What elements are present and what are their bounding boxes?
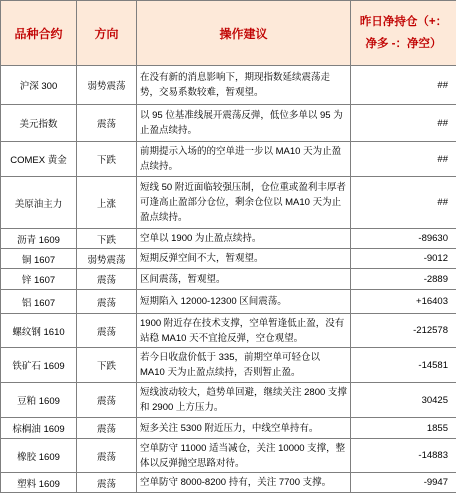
table-row bbox=[1, 249, 456, 269]
direction: 弱势震荡 bbox=[77, 66, 137, 105]
advice: 若今日收盘价低于 335，前期空单可轻仓以 MA10 天为止盈点续持，否则暂止盈。 bbox=[137, 348, 351, 383]
table-row bbox=[1, 269, 456, 290]
contract-name: 锌 1607 bbox=[1, 269, 77, 290]
direction: 震荡 bbox=[77, 105, 137, 142]
direction: 震荡 bbox=[77, 314, 137, 348]
contract-name: 美原油主力 bbox=[1, 177, 77, 229]
direction: 震荡 bbox=[77, 473, 137, 493]
net-position: -89630 bbox=[351, 229, 456, 249]
direction: 震荡 bbox=[77, 383, 137, 418]
table-row bbox=[1, 290, 456, 314]
advice: 在没有新的消息影响下，期现指数延续震荡走势，交易系数较难，暂观望。 bbox=[137, 66, 351, 105]
net-position: +16403 bbox=[351, 290, 456, 314]
contract-name: 铁矿石 1609 bbox=[1, 348, 77, 383]
net-position: -9012 bbox=[351, 249, 456, 269]
advice: 短期陷入 12000-12300 区间震荡。 bbox=[137, 290, 351, 314]
direction: 震荡 bbox=[77, 269, 137, 290]
net-position: -14883 bbox=[351, 439, 456, 473]
contract-name: 铜 1607 bbox=[1, 249, 77, 269]
contract-name: 塑料 1609 bbox=[1, 473, 77, 493]
contract-name: 沪深 300 bbox=[1, 66, 77, 105]
table-row bbox=[1, 177, 456, 229]
table-row bbox=[1, 383, 456, 418]
header-advice: 操作建议 bbox=[137, 1, 351, 66]
net-position: ## bbox=[351, 105, 456, 142]
direction: 下跌 bbox=[77, 142, 137, 177]
contract-name: COMEX 黄金 bbox=[1, 142, 77, 177]
advice: 区间震荡，暂观望。 bbox=[137, 269, 351, 290]
advice: 以 95 位基准线展开震荡反弹，低位多单以 95 为止盈点续持。 bbox=[137, 105, 351, 142]
header-net-position bbox=[351, 1, 456, 66]
contract-name: 螺纹钢 1610 bbox=[1, 314, 77, 348]
advice: 空单以 1900 为止盈点续持。 bbox=[137, 229, 351, 249]
advice: 短线 50 附近面临较强压制，仓位重或盈利丰厚者可逢高止盈部分仓位，剩余仓位以 MA10 天为止盈点续持。 bbox=[137, 177, 351, 229]
direction: 震荡 bbox=[77, 439, 137, 473]
advice: 前期提示入场的的空单进一步以 MA10 天为止盈点续持。 bbox=[137, 142, 351, 177]
contract-name: 橡胶 1609 bbox=[1, 439, 77, 473]
net-position: 30425 bbox=[351, 383, 456, 418]
table-row bbox=[1, 473, 456, 493]
table-row bbox=[1, 105, 456, 142]
net-position: -9947 bbox=[351, 473, 456, 493]
contract-name: 沥青 1609 bbox=[1, 229, 77, 249]
direction: 震荡 bbox=[77, 290, 137, 314]
advice: 空单防守 8000-8200 持有，关注 7700 支撑。 bbox=[137, 473, 351, 493]
direction: 震荡 bbox=[77, 418, 137, 439]
header-net-position-line1: 昨日净持仓（+： bbox=[354, 11, 453, 33]
header-name: 品种合约 bbox=[1, 1, 77, 66]
header-row bbox=[1, 1, 456, 66]
table-row bbox=[1, 348, 456, 383]
advice: 短期反弹空间不大，暂观望。 bbox=[137, 249, 351, 269]
net-position: ## bbox=[351, 142, 456, 177]
direction: 下跌 bbox=[77, 229, 137, 249]
net-position: ## bbox=[351, 66, 456, 105]
net-position: ## bbox=[351, 177, 456, 229]
advice: 1900 附近存在技术支撑，空单暂逢低止盈，没有站稳 MA10 天不宜抢反弹，空仓观望。 bbox=[137, 314, 351, 348]
net-position: -14581 bbox=[351, 348, 456, 383]
table-row bbox=[1, 418, 456, 439]
contract-name: 豆粕 1609 bbox=[1, 383, 77, 418]
contract-name: 铝 1607 bbox=[1, 290, 77, 314]
contract-name: 美元指数 bbox=[1, 105, 77, 142]
direction: 上涨 bbox=[77, 177, 137, 229]
header-net-position-line2: 净多 -：净空） bbox=[354, 33, 453, 55]
header-direction: 方向 bbox=[77, 1, 137, 66]
net-position: -2889 bbox=[351, 269, 456, 290]
advice: 短多关注 5300 附近压力，中线空单持有。 bbox=[137, 418, 351, 439]
table-row bbox=[1, 142, 456, 177]
advice: 短线波动较大，趋势单回避，继续关注 2800 支撑和 2900 上方压力。 bbox=[137, 383, 351, 418]
net-position: -212578 bbox=[351, 314, 456, 348]
advice: 空单防守 11000 适当减仓，关注 10000 支撑，整体以反弹抛空思路对待。 bbox=[137, 439, 351, 473]
table-row bbox=[1, 229, 456, 249]
contract-name: 棕榈油 1609 bbox=[1, 418, 77, 439]
direction: 下跌 bbox=[77, 348, 137, 383]
net-position: 1855 bbox=[351, 418, 456, 439]
table-row bbox=[1, 314, 456, 348]
direction: 弱势震荡 bbox=[77, 249, 137, 269]
table-row bbox=[1, 439, 456, 473]
table-row bbox=[1, 66, 456, 105]
